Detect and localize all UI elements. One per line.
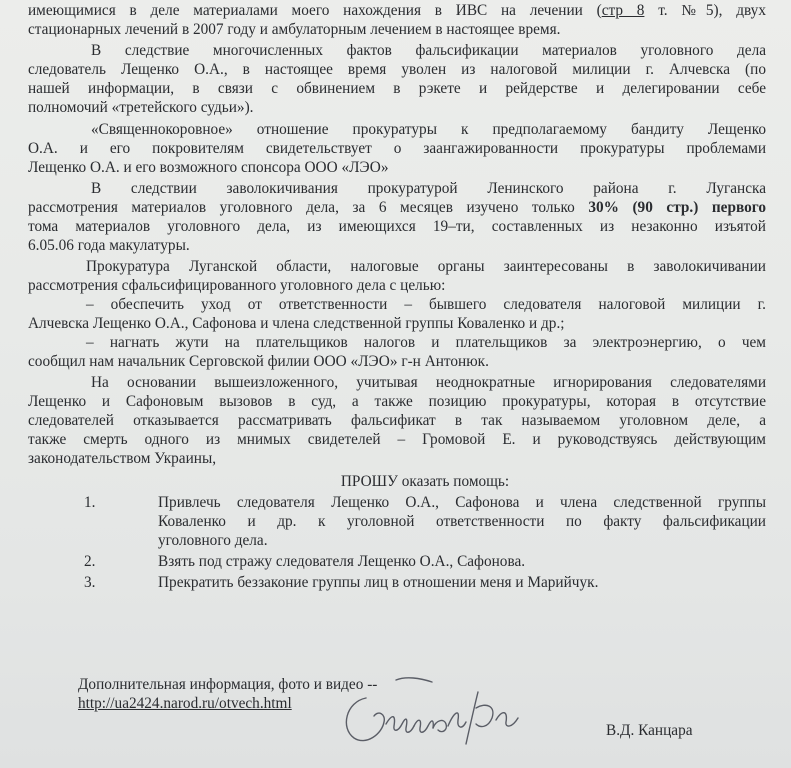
text-line: нашей информации, в связи с обвинением в рэкете и рейдерстве и делегировании себе [28, 80, 766, 97]
text-line: тома материалов уголовного дела, из имеющихся 19–ти, составленных из незаконно изъятой [28, 218, 766, 235]
text-line: имеющимися в деле материалами моего нахождения в ИВС на лечении (стр 8 т. №5), двух [28, 2, 766, 19]
text-line: – нагнать жути на плательщиков налогов и плательщиков за электроэнергию, о чем [86, 334, 766, 351]
item-number: 1. [84, 494, 96, 511]
handwritten-signature [336, 668, 546, 754]
website-link[interactable]: http://ua2424.narod.ru/otvech.html [78, 695, 292, 712]
text-line: – обеспечить уход от ответственности – бывшего следователя налоговой милиции г. [86, 296, 766, 313]
text-line: На основании вышеизложенного, учитывая неоднократные игнорирования следователями [91, 374, 766, 391]
text-line: сообщил нам начальник Серговской филии ООО «ЛЭО» г-н Антонюк. [28, 353, 489, 370]
text-line: В следствии заволокичивания прокуратурой Ленинского района г. Луганска [91, 180, 766, 197]
extra-info-text: Дополнительная информация, фото и видео -- [78, 676, 378, 693]
text-line: стационарных лечений в 2007 году и амбулаторным лечением в настоящее время. [28, 21, 561, 38]
text-line: следователь Лещенко О.А., в настоящее время уволен из налоговой милиции г. Алчевска (по [28, 61, 766, 78]
text-line: «Священнокоровное» отношение прокуратуры к предполагаемому бандиту Лещенко [91, 121, 766, 138]
item-text: Коваленко и др. к уголовной ответственности по факту фальсификации [158, 513, 766, 530]
text-line: рассмотрения материалов уголовного дела, за 6 месяцев изучено только 30% (90 стр.) первого [28, 199, 766, 216]
text-line: О.А. и его покровителям свидетельствует о заангажированности прокуратуры проблемами [28, 140, 766, 157]
author-name: В.Д. Канцара [606, 722, 693, 739]
text-line: Прокуратура Луганской области, налоговые органы заинтересованы в заволокичивании [86, 258, 766, 275]
highlighted-text: 30% (90 стр.) первого [588, 199, 766, 216]
text-line: полномочий «третейского судьи»). [28, 99, 254, 116]
text-line: Лещенко О.А. и его возможного спонсора ООО «ЛЭО» [28, 159, 389, 176]
text-line: следователей отказывается рассматривать фальсификат в так называемом уголовном деле, а [28, 412, 766, 429]
text-line: рассмотрения сфальсифицированного уголовного дела с целью: [28, 277, 446, 294]
item-number: 3. [84, 574, 96, 591]
text-line: В следствие многочисленных фактов фальсификации материалов уголовного дела [91, 42, 766, 59]
text-line: законодательством Украины, [28, 450, 217, 467]
item-text: Взять под стражу следователя Лещенко О.А., Сафонова. [158, 553, 526, 570]
page-reference: стр 8 [601, 2, 645, 19]
text-line: 6.05.06 года макулатуры. [28, 237, 190, 254]
item-text: Прекратить беззаконие группы лиц в отношении меня и Марийчук. [158, 574, 599, 591]
text-line: Лещенко и Сафоновым вызовов в суд, а также позицию прокуратуры, которая в отсутствие [28, 393, 766, 410]
item-number: 2. [84, 553, 96, 570]
text-line: также смерть одного из мнимых свидетелей – Громовой Е. и руководствуясь действующим [28, 431, 766, 448]
item-text: Привлечь следователя Лещенко О.А., Сафонова и члена следственной группы [158, 494, 766, 511]
text-line: Алчевска Лещенко О.А., Сафонова и члена следственной группы Коваленко и др.; [28, 315, 565, 332]
request-heading: ПРОШУ оказать помощь: [340, 473, 510, 490]
item-text: уголовного дела. [158, 532, 268, 549]
